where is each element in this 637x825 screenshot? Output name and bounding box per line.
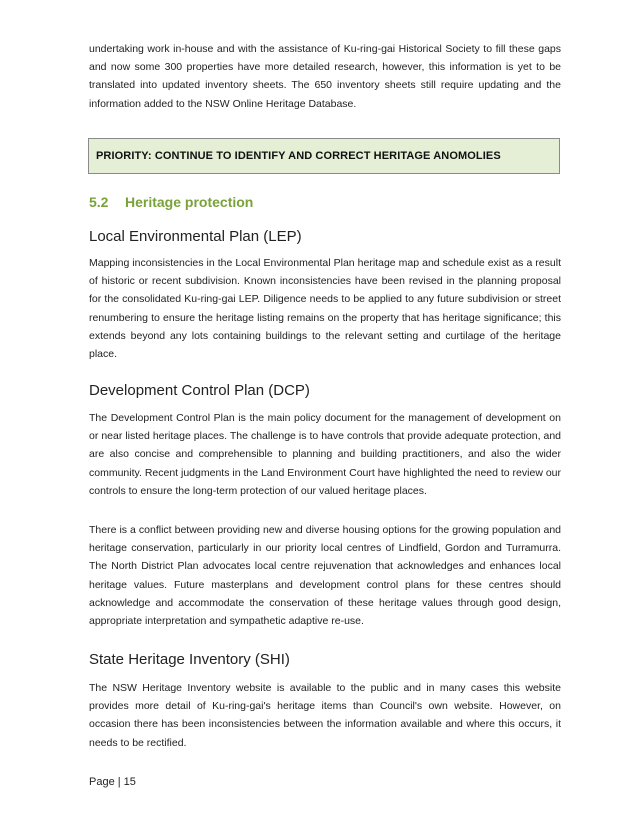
dcp-paragraph-1: The Development Control Plan is the main policy document for the management of development on or near listed heritage places. The challenge is to have controls that provide adequate protection, and are also concise and comprehensible to planning and building practitioners, and also the wider community. Recent judgments in the Land Environment Court have highlighted the need to review our controls to ensure the long-term protection of our valued heritage places. [89, 412, 561, 497]
priority-box [88, 138, 560, 174]
section-number: 5.2 [89, 194, 109, 210]
dcp-paragraph-2: There is a conflict between providing new and diverse housing options for the growing population and heritage conservation, particularly in our priority local centres of Lindfield, Gordon and Turramurra. The North District Plan advocates local centre rejuvenation that acknowledges and enhances local heritage values. Future masterplans and development control plans for these centres should acknowledge and accommodate the conservation of these heritage values through good design, appropriate interpretation and sympathetic adaptive re-use. [89, 524, 561, 628]
lep-paragraph: Mapping inconsistencies in the Local Environmental Plan heritage map and schedule exist as a result of historic or recent subdivision. Known inconsistencies have been revised in the planning proposal for the consolidated Ku-ring-gai LEP. Diligence needs to be applied to any future subdivision or street renumbering to ensure the heritage listing remains on the property that has heritage significance; this extends beyond any lots containing buildings to the relevant setting and curtilage of the heritage place. [89, 257, 561, 361]
shi-heading: State Heritage Inventory (SHI) [89, 651, 290, 668]
lep-heading: Local Environmental Plan (LEP) [89, 228, 302, 245]
shi-paragraph: The NSW Heritage Inventory website is available to the public and in many cases this website provides more detail of Ku-ring-gai's heritage items than Council's own website. However, on occasion there has been inconsistencies between the information available and where this occurs, it needs to be rectified. [89, 682, 561, 749]
section-title: Heritage protection [125, 194, 254, 210]
section-heading [89, 194, 253, 210]
intro-paragraph: undertaking work in-house and with the assistance of Ku-ring-gai Historical Society to fill these gaps and now some 300 properties have more detailed research, however, this information is yet to be translated into updated inventory sheets. The 650 inventory sheets still require updating and the information added to the NSW Online Heritage Database. [89, 43, 561, 110]
dcp-heading: Development Control Plan (DCP) [89, 382, 310, 399]
page-number: Page | 15 [89, 776, 136, 788]
priority-text: PRIORITY: CONTINUE TO IDENTIFY AND CORRECT HERITAGE ANOMOLIES [96, 150, 501, 162]
